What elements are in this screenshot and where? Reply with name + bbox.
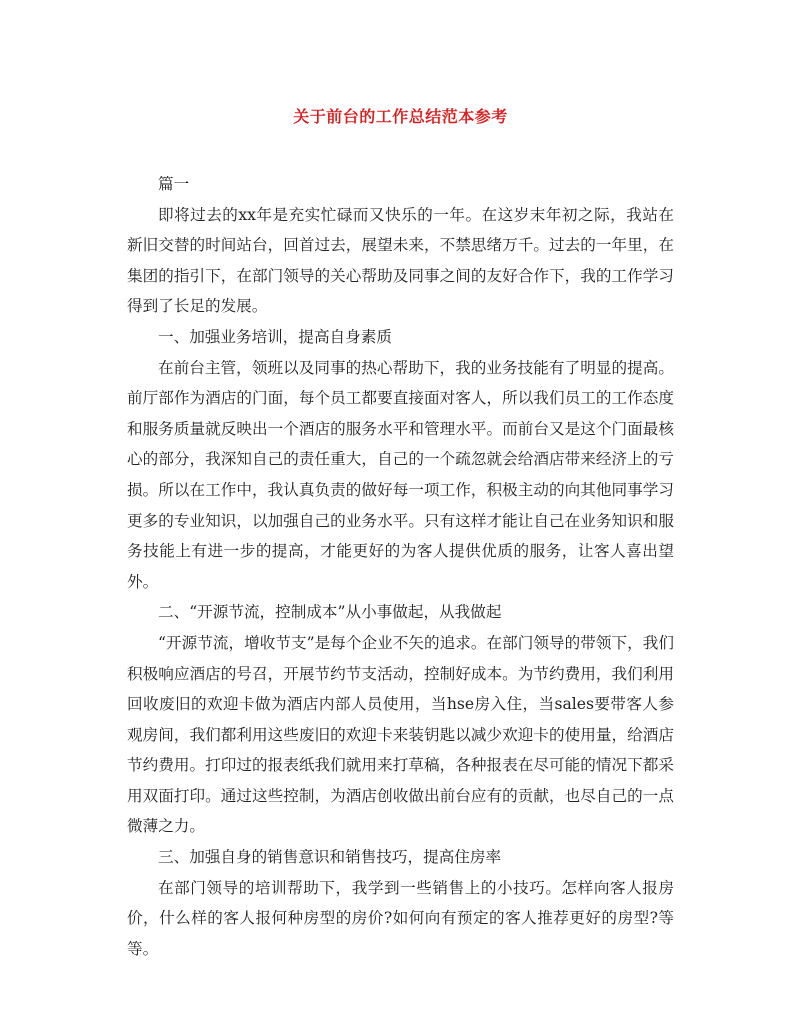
heading-section-3: 三、加强自身的销售意识和销售技巧，提高住房率 <box>158 848 502 867</box>
heading-section-2: 二、“开源节流，控制成本”从小事做起，从我做起 <box>158 603 502 622</box>
paragraph-section-1: 在前台主管，领班以及同事的热心帮助下，我的业务技能有了明显的提高。前厅部作为酒店的门面，每个员工都要直接面对客人，所以我们员工的工作态度和服务质量就反映出一个酒店的服务水平和管理水平。而前台又是这个门面最核心的部分，我深知自己的责任重大，自己的一个疏忽就会给酒店带来经济上的亏损。所以在工作中，我认真负责的做好每一项工作，积极主动的向其他同事学习更多的专业知识，以加强自己的业务水平。只有这样才能让自己在业务知识和服务技能上有进一步的提高，才能更好的为客人提供优质的服务，让客人喜出望外。 <box>127 358 674 591</box>
paragraph-section-label: 篇一 <box>158 175 190 193</box>
paragraph-section-3: 在部门领导的培训帮助下，我学到一些销售上的小技巧。怎样向客人报房价，什么样的客人报何种房型的房价?如何向有预定的客人推荐更好的房型?等等。 <box>127 878 674 958</box>
document-title: 关于前台的工作总结范本参考 <box>293 107 508 126</box>
paragraph-intro: 即将过去的xx年是充实忙碌而又快乐的一年。在这岁末年初之际，我站在新旧交替的时间站台，回首过去，展望未来，不禁思绪万千。过去的一年里，在集团的指引下，在部门领导的关心帮助及同事之间的友好合作下，我的工作学习得到了长足的发展。 <box>127 205 674 316</box>
heading-section-1: 一、加强业务培训，提高自身素质 <box>158 327 392 346</box>
paragraph-section-2: “开源节流，增收节支”是每个企业不矢的追求。在部门领导的带领下，我们积极响应酒店的号召，开展节约节支活动，控制好成本。为节约费用，我们利用回收废旧的欢迎卡做为酒店内部人员使用，当hse房入住，当sales要带客人参观房间，我们都利用这些废旧的欢迎卡来装钥匙以减少欢迎卡的使用量，给酒店节约费用。打印过的报表纸我们就用来打草稿，各种报表在尽可能的情况下都采用双面打印。通过这些控制，为酒店创收做出前台应有的贡献，也尽自己的一点微薄之力。 <box>127 633 674 836</box>
